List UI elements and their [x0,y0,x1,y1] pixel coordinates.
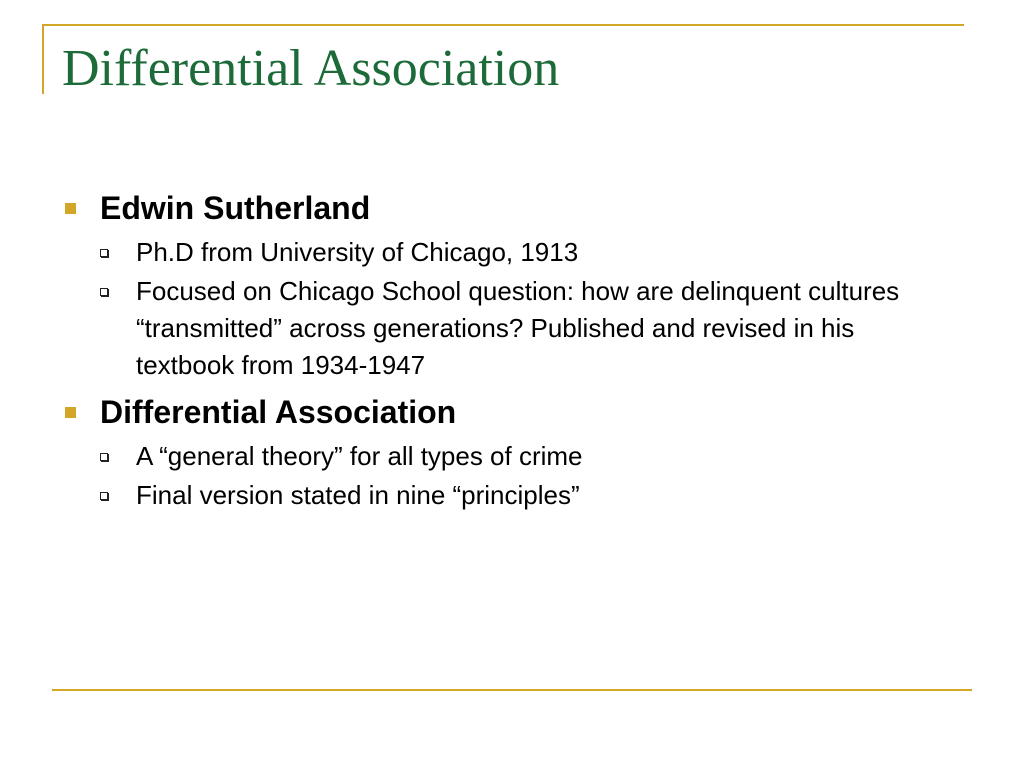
hollow-square-icon [100,249,108,257]
hollow-square-icon [100,288,108,296]
bullet-text: Differential Association [100,394,457,430]
sub-bullet-text: A “general theory” for all types of crime [136,441,583,471]
hollow-square-icon [100,492,108,500]
bullet-group-2 [62,392,962,514]
bullet-item [62,392,962,432]
slide-body [62,188,962,516]
left-border-line [42,24,44,94]
hollow-square-icon [100,453,108,461]
sub-bullet-text: Focused on Chicago School question: how are delinquent cultures “transmitted” across generations? Published and revised in his textbook from 1934-1947 [136,276,900,380]
bullet-group-1 [62,188,962,384]
sub-bullet-text: Ph.D from University of Chicago, 1913 [136,237,579,267]
sub-bullet-item [62,234,936,271]
bullet-item [62,188,962,228]
sub-bullet-item [62,477,936,514]
bullet-text: Edwin Sutherland [100,190,371,226]
slide-title: Differential Association [62,40,560,97]
sub-bullet-text: Final version stated in nine “principles” [136,480,580,510]
bottom-border-line [52,689,972,691]
filled-square-icon [65,203,76,214]
sub-bullet-item [62,273,936,384]
top-border-line [42,24,964,26]
filled-square-icon [65,407,76,418]
sub-bullet-item [62,438,936,475]
